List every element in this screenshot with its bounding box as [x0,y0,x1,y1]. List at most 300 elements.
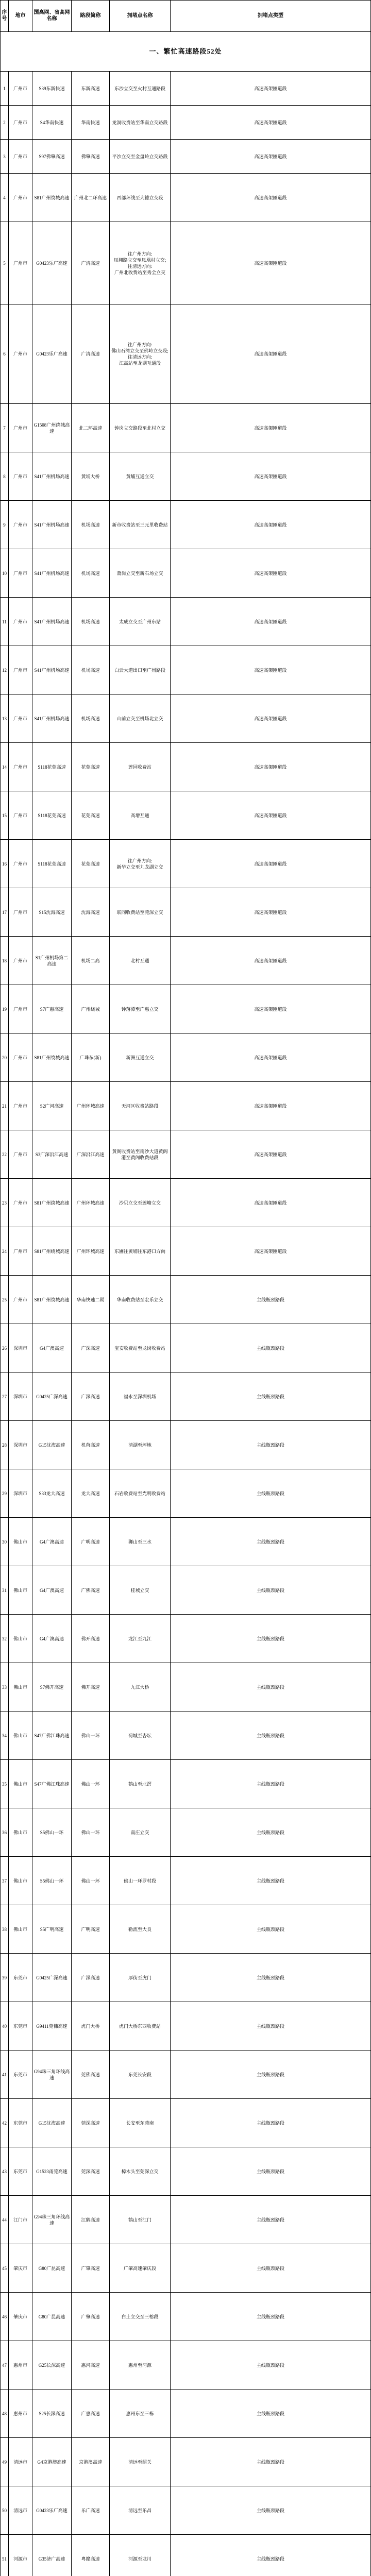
table-cell: S3广深沿江高速 [32,1130,72,1179]
table-cell: 山前立交至机场北立交 [110,694,171,743]
table-cell: 高速高架匝道段 [171,452,370,501]
table-cell: 主线瓶颈路段 [171,2196,370,2244]
table-cell: 11 [1,598,9,646]
table-cell: 4 [1,174,9,222]
table-cell: 佛山一环 [72,1760,110,1808]
table-cell: 广深高速 [72,1324,110,1372]
table-cell: S47广佛江珠高速 [32,1760,72,1808]
table-cell: 东莞长安段 [110,2050,171,2099]
table-cell: 肇庆市 [9,2244,32,2293]
table-cell: S81广州绕城高速 [32,1033,72,1082]
table-row [1,1615,370,1663]
table-cell: 广州市 [9,598,32,646]
table-row [1,1954,370,2002]
table-cell: 主线瓶颈路段 [171,1808,370,1857]
table-cell: 佛开高速 [72,1615,110,1663]
table-cell: S81广州绕城高速 [32,1227,72,1276]
table-cell: G80广昆高速 [32,2293,72,2341]
table-cell: 东新高速 [72,72,110,106]
table-cell: 28 [1,1421,9,1469]
table-cell: 高速高架匝道段 [171,1227,370,1276]
table-row [1,1857,370,1905]
table-cell: 广州市 [9,140,32,174]
table-cell: 广州环城高速 [72,1227,110,1276]
table-cell: S41广州机场高速 [32,694,72,743]
table-cell: 高速高架匝道段 [171,222,370,304]
table-cell: 高速高架匝道段 [171,598,370,646]
table-cell: G4广澳高速 [32,1518,72,1566]
column-header: 路段简称 [72,1,110,32]
table-cell: 广州绕城 [72,985,110,1033]
table-cell: 惠州东至三栋 [110,2389,171,2438]
table-cell: 广明高速 [72,1518,110,1566]
table-cell: 佛山市 [9,1518,32,1566]
table-cell: 龙洞收费站至华南立交路段 [110,106,171,140]
table-cell: 天河区收费站路段 [110,1082,171,1130]
table-row [1,2293,370,2341]
table-cell: 机场二高 [72,937,110,985]
table-cell: 主线瓶颈路段 [171,1324,370,1372]
table-cell: 32 [1,1615,9,1663]
table-row [1,2486,370,2535]
table-cell: 10 [1,549,9,598]
table-cell: 佛山市 [9,1857,32,1905]
table-cell: 21 [1,1082,9,1130]
table-cell: 东莞市 [9,2099,32,2147]
table-cell: 东圃往黄埔往东港口方向 [110,1227,171,1276]
table-cell: S7佛开高速 [32,1663,72,1711]
table-cell: 莞深高速 [72,2147,110,2196]
table-cell: 广州市 [9,1227,32,1276]
table-cell: S41广州机场高速 [32,501,72,549]
table-row [1,549,370,598]
table-cell: G94珠三角环线高速 [32,2196,72,2244]
table-row [1,1227,370,1276]
table-row [1,2002,370,2050]
table-cell: S118花莞高速 [32,840,72,888]
table-cell: 虎门大桥东西收费站 [110,2002,171,2050]
table-cell: 36 [1,1808,9,1857]
table-cell: 佛山市 [9,1905,32,1954]
table-cell: 佛山市 [9,1760,32,1808]
table-row [1,1276,370,1324]
table-cell: 广肇高速 [72,2293,110,2341]
table-row [1,840,370,888]
table-cell: G0423乐广高速 [32,222,72,304]
table-cell: 钟岗立交路段至北村立交 [110,404,171,452]
table-cell: 14 [1,743,9,791]
table-cell: 南庄立交 [110,1808,171,1857]
table-cell: 黄阁收费站至南沙大道黄阁港至黄阁收费站段 [110,1130,171,1179]
table-cell: 江门市 [9,2196,32,2244]
table-cell: 41 [1,2050,9,2099]
table-row [1,646,370,694]
table-row [1,501,370,549]
table-cell: 新洲互通立交 [110,1033,171,1082]
table-cell: 34 [1,1711,9,1760]
table-cell: 机场高速 [72,501,110,549]
table-cell: S1广州机场第二高速 [32,937,72,985]
table-cell: 机场高速 [72,694,110,743]
table-cell: 9 [1,501,9,549]
table-cell: 广深高速 [72,1372,110,1421]
table-cell: 沈海高速 [72,888,110,937]
table-cell: 白云大道出口至广州路段 [110,646,171,694]
table-row [1,985,370,1033]
table-cell: S47广佛江珠高速 [32,1711,72,1760]
table-cell: 鹤山至北滘 [110,1760,171,1808]
column-header: 地市 [9,1,32,32]
table-row [1,2535,370,2576]
table-cell: S118花莞高速 [32,791,72,840]
table-row [1,1082,370,1130]
table-cell: 6 [1,304,9,404]
table-row [1,452,370,501]
table-cell: 狮山至三水 [110,1518,171,1566]
table-cell: 乐广高速 [72,2486,110,2535]
table-cell: 华南快速 [72,106,110,140]
table-cell: 华南快速二期 [72,1276,110,1324]
table-cell: 广州市 [9,646,32,694]
table-cell: 38 [1,1905,9,1954]
table-cell: 桂城立交 [110,1566,171,1615]
table-cell: 广州市 [9,694,32,743]
table-cell: 高速高架匝道段 [171,140,370,174]
table-cell: G25长深高速 [32,2341,72,2389]
table-cell: G1508广州绕城高速 [32,404,72,452]
table-row [1,1663,370,1711]
table-cell: 30 [1,1518,9,1566]
table-cell: 鹤山至江门 [110,2196,171,2244]
table-cell: 高速高架匝道段 [171,174,370,222]
table-cell: 主线瓶颈路段 [171,1905,370,1954]
table-cell: 广州市 [9,1033,32,1082]
table-cell: 黄埔大桥 [72,452,110,501]
table-cell: 39 [1,1954,9,2002]
table-cell: 44 [1,2196,9,2244]
table-cell: 16 [1,840,9,888]
table-cell: G0423乐广高速 [32,304,72,404]
table-cell: 沙贝立交至莲塘立交 [110,1179,171,1227]
table-cell: 佛山市 [9,1615,32,1663]
table-cell: S15沈海高速 [32,888,72,937]
table-row [1,2147,370,2196]
table-cell: 33 [1,1663,9,1711]
table-cell: 东莞市 [9,2147,32,2196]
table-cell: 广州市 [9,404,32,452]
table-cell: 13 [1,694,9,743]
table-cell: 主线瓶颈路段 [171,1469,370,1518]
table-cell: 高速高架匝道段 [171,106,370,140]
table-cell: S81广州绕城高速 [32,174,72,222]
table-cell: 河源至龙川 [110,2535,171,2576]
table-cell: 广深沿江高速 [72,1130,110,1179]
table-row [1,2050,370,2099]
table-cell: 广州市 [9,549,32,598]
table-cell: 高速高架匝道段 [171,840,370,888]
table-cell: 高增互通 [110,791,171,840]
table-cell: 主线瓶颈路段 [171,2535,370,2576]
table-row [1,1372,370,1421]
table-row [1,2196,370,2244]
table-cell: 主线瓶颈路段 [171,1518,370,1566]
table-cell: 广清高速 [72,304,110,404]
table-row [1,694,370,743]
table-cell: 43 [1,2147,9,2196]
table-cell: S97佛肇高速 [32,140,72,174]
table-cell: 广肇高速肇庆段 [110,2244,171,2293]
table-cell: 粤赣高速 [72,2535,110,2576]
table-cell: 广州市 [9,72,32,106]
table-cell: 23 [1,1179,9,1227]
table-cell: 东沙立交至火村互通路段 [110,72,171,106]
table-cell: S5佛山一环 [32,1808,72,1857]
table-cell: 广州市 [9,304,32,404]
table-cell: 广佛高速 [72,1566,110,1615]
table-cell: 清远市 [9,2438,32,2486]
table-cell: 往广州方向: 凤翔路立交至凤凰村立交; 往清远方向: 广州北收费站至秀全立交 [110,222,171,304]
table-cell: 主线瓶颈路段 [171,1566,370,1615]
table-cell: 清远至韶关 [110,2438,171,2486]
table-row [1,1518,370,1566]
table-cell: 42 [1,2099,9,2147]
table-cell: 佛山一环 [72,1857,110,1905]
table-cell: 主线瓶颈路段 [171,2438,370,2486]
table-row [1,174,370,222]
table-row [1,304,370,404]
table-cell: 佛肇高速 [72,140,110,174]
table-row [1,2438,370,2486]
table-cell: G4广澳高速 [32,1324,72,1372]
table-cell: 广州环城高速 [72,1082,110,1130]
table-cell: 白土立交至三榕段 [110,2293,171,2341]
table-cell: 50 [1,2486,9,2535]
table-cell: 主线瓶颈路段 [171,2389,370,2438]
table-cell: S4华南快速 [32,106,72,140]
table-cell: 江鹤高速 [72,2196,110,2244]
table-cell: 往广州方向: 佛山石湾立交至佛岭立交段; 往清远方向: 江高站至龙湖互通段 [110,304,171,404]
table-row [1,2389,370,2438]
column-header: 拥堵点类型 [171,1,370,32]
table-cell: G15沈海高速 [32,1421,72,1469]
column-header: 国高网、省高网名称 [32,1,72,32]
column-header: 序号 [1,1,9,32]
table-cell: 高速高架匝道段 [171,646,370,694]
table-cell: 莲园收费站 [110,743,171,791]
table-cell: 广州市 [9,222,32,304]
table-cell: 深圳市 [9,1469,32,1518]
table-cell: 29 [1,1469,9,1518]
table-row [1,1033,370,1082]
table-cell: 高速高架匝道段 [171,1130,370,1179]
table-cell: 47 [1,2341,9,2389]
table-cell: 新市收费站至三元里收费站 [110,501,171,549]
table-cell: 主线瓶颈路段 [171,1421,370,1469]
table-cell: 萧岗立交至新石场立交 [110,549,171,598]
table-cell: 高速高架匝道段 [171,549,370,598]
table-cell: 肇庆市 [9,2293,32,2341]
table-cell: G15沈海高速 [32,2099,72,2147]
table-cell: 广州市 [9,106,32,140]
table-cell: 虎门大桥 [72,2002,110,2050]
table-cell: 主线瓶颈路段 [171,2002,370,2050]
table-row [1,404,370,452]
table-cell: 12 [1,646,9,694]
table-cell: 花莞高速 [72,791,110,840]
table-cell: G0423乐广高速 [32,2486,72,2535]
table-cell: 北二环高速 [72,404,110,452]
table-cell: 深圳市 [9,1421,32,1469]
table-row [1,2244,370,2293]
table-row [1,2341,370,2389]
table-cell: 樟木头至莞深立交 [110,2147,171,2196]
table-cell: 机场高速 [72,598,110,646]
table-cell: 49 [1,2438,9,2486]
table-cell: 26 [1,1324,9,1372]
table-cell: 主线瓶颈路段 [171,1857,370,1905]
table-cell: 佛山市 [9,1711,32,1760]
table-cell: 平沙立交至金盘岭立交路段 [110,140,171,174]
table-cell: 清远市 [9,2486,32,2535]
table-cell: 广州市 [9,743,32,791]
table-header-row [1,1,370,32]
table-cell: 惠州市 [9,2341,32,2389]
table-cell: 25 [1,1276,9,1324]
table-cell: 广州市 [9,501,32,549]
table-cell: 广州市 [9,174,32,222]
table-row [1,1905,370,1954]
table-cell: 黄埔互通立交 [110,452,171,501]
table-cell: 广州市 [9,1276,32,1324]
table-cell: 东莞市 [9,2002,32,2050]
table-cell: 高速高架匝道段 [171,743,370,791]
table-cell: 高速高架匝道段 [171,501,370,549]
table-cell: 40 [1,2002,9,2050]
table-cell: 高速高架匝道段 [171,937,370,985]
section-title-row [1,32,370,72]
table-row [1,2099,370,2147]
table-row [1,1179,370,1227]
table-cell: 佛开高速 [72,1663,110,1711]
table-cell: 广惠高速 [72,2389,110,2438]
table-cell: 主线瓶颈路段 [171,2486,370,2535]
table-cell: 7 [1,404,9,452]
table-cell: 主线瓶颈路段 [171,1711,370,1760]
table-cell: 31 [1,1566,9,1615]
table-cell: 24 [1,1227,9,1276]
table-cell: 龙江至九江 [110,1615,171,1663]
table-cell: S41广州机场高速 [32,549,72,598]
table-cell: 清湖至坪地 [110,1421,171,1469]
table-cell: 莞佛高速 [72,2050,110,2099]
table-cell: 往广州方向: 新华立交至九龙湖立交 [110,840,171,888]
table-cell: 广州市 [9,1082,32,1130]
table-cell: 高速高架匝道段 [171,1179,370,1227]
table-cell: S39东新快速 [32,72,72,106]
table-cell: 主线瓶颈路段 [171,1954,370,2002]
table-cell: 主线瓶颈路段 [171,2050,370,2099]
table-cell: 高速高架匝道段 [171,694,370,743]
table-cell: 主线瓶颈路段 [171,1760,370,1808]
table-row [1,222,370,304]
table-cell: 惠河高速 [72,2341,110,2389]
table-cell: 龙大高速 [72,1469,110,1518]
table-cell: 莞深高速 [72,2099,110,2147]
table-cell: 高速高架匝道段 [171,985,370,1033]
table-row [1,743,370,791]
table-cell: G4广澳高速 [32,1615,72,1663]
table-cell: 35 [1,1760,9,1808]
table-row [1,1421,370,1469]
table-cell: 主线瓶颈路段 [171,1276,370,1324]
table-cell: 深圳市 [9,1324,32,1372]
table-cell: G80广昆高速 [32,2244,72,2293]
table-cell: 广州北二环高速 [72,174,110,222]
table-row [1,1469,370,1518]
table-cell: G4广澳高速 [32,1566,72,1615]
table-cell: S81广州绕城高速 [32,1179,72,1227]
table-cell: 广州市 [9,1179,32,1227]
table-cell: S33龙大高速 [32,1469,72,1518]
table-cell: 广州市 [9,791,32,840]
table-cell: 华南收费站至宏乐立交 [110,1276,171,1324]
table-cell: S7广惠高速 [32,985,72,1033]
table-row [1,598,370,646]
table-cell: 佛山一环罗村段 [110,1857,171,1905]
table-cell: 1 [1,72,9,106]
table-cell: 主线瓶颈路段 [171,1615,370,1663]
table-cell: G9411莞佛高速 [32,2002,72,2050]
table-cell: 清远至乐昌 [110,2486,171,2535]
table-cell: 高速高架匝道段 [171,404,370,452]
table-cell: 勒流至大良 [110,1905,171,1954]
table-cell: S41广州机场高速 [32,598,72,646]
table-cell: 宝安收费站至龙岗收费站 [110,1324,171,1372]
table-cell: 西部环线至大德立交段 [110,174,171,222]
table-cell: 九江大桥 [110,1663,171,1711]
table-cell: 20 [1,1033,9,1082]
table-cell: 主线瓶颈路段 [171,2293,370,2341]
table-cell: 高速高架匝道段 [171,1033,370,1082]
table-cell: 高速高架匝道段 [171,791,370,840]
table-cell: 15 [1,791,9,840]
table-cell: 8 [1,452,9,501]
table-cell: S41广州机场高速 [32,452,72,501]
table-cell: G1523甬莞高速 [32,2147,72,2196]
table-cell: 广州市 [9,888,32,937]
table-cell: 48 [1,2389,9,2438]
table-cell: 广明高速 [72,1905,110,1954]
table-row [1,1566,370,1615]
table-cell: 广州环城高速 [72,1179,110,1227]
table-cell: 高速高架匝道段 [171,72,370,106]
table-cell: 37 [1,1857,9,1905]
table-cell: 18 [1,937,9,985]
table-cell: G94珠三角环线高速 [32,2050,72,2099]
table-cell: 广州市 [9,840,32,888]
table-cell: G0425广深高速 [32,1372,72,1421]
table-cell: 广州市 [9,937,32,985]
table-cell: 石岩收费站至光明收费站 [110,1469,171,1518]
table-row [1,140,370,174]
table-cell: 高速高架匝道段 [171,304,370,404]
table-cell: 钟落潭至广惠立交 [110,985,171,1033]
table-cell: 主线瓶颈路段 [171,1663,370,1711]
table-row [1,888,370,937]
table-cell: 福永至深圳机场 [110,1372,171,1421]
table-cell: 深圳市 [9,1372,32,1421]
table-cell: 51 [1,2535,9,2576]
